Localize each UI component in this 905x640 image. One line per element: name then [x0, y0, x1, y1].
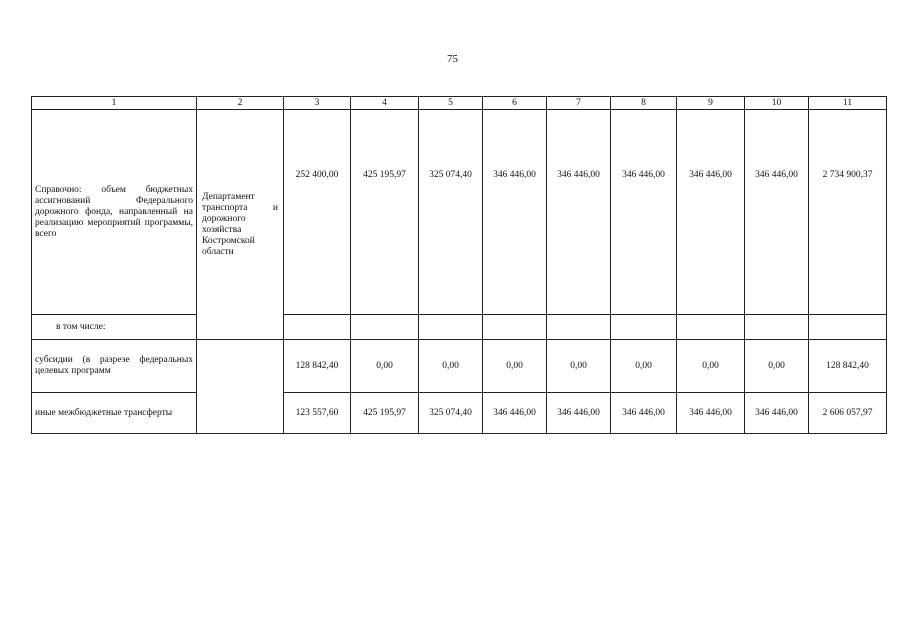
value-cell: 0,00	[611, 340, 677, 393]
header-row	[32, 97, 887, 110]
value-cell: 0,00	[547, 340, 611, 393]
value-cell: 2 606 057,97	[809, 393, 887, 434]
value-cell: 0,00	[677, 340, 745, 393]
value-cell: 123 557,60	[284, 393, 351, 434]
value-cell: 0,00	[351, 340, 419, 393]
header-cell: 5	[419, 97, 483, 110]
value-cell	[611, 315, 677, 340]
header-cell: 6	[483, 97, 547, 110]
header-cell: 2	[197, 97, 284, 110]
value-cell: 346 446,00	[547, 110, 611, 315]
value-cell: 425 195,97	[351, 110, 419, 315]
value-cell	[809, 315, 887, 340]
value-cell	[351, 315, 419, 340]
value-cell: 346 446,00	[677, 393, 745, 434]
value-cell: 325 074,40	[419, 110, 483, 315]
value-cell	[547, 315, 611, 340]
header-cell: 10	[745, 97, 809, 110]
header-cell: 9	[677, 97, 745, 110]
value-cell: 346 446,00	[745, 110, 809, 315]
header-cell: 8	[611, 97, 677, 110]
department-cell: Департамент транспорта и дорожного хозяйства Костромской области	[197, 110, 284, 340]
value-cell	[483, 315, 547, 340]
value-cell	[745, 315, 809, 340]
value-cell: 346 446,00	[483, 393, 547, 434]
value-cell: 0,00	[483, 340, 547, 393]
value-cell: 346 446,00	[611, 110, 677, 315]
value-cell: 0,00	[419, 340, 483, 393]
header-cell: 11	[809, 97, 887, 110]
row-label: Справочно: объем бюджетных ассигнований Федерального дорожного фонда, направленный на реализацию мероприятий программы, всего	[32, 110, 197, 315]
table-row	[32, 393, 887, 434]
header-cell: 7	[547, 97, 611, 110]
header-cell: 4	[351, 97, 419, 110]
row-label: иные межбюджетные трансферты	[32, 393, 197, 434]
value-cell: 128 842,40	[284, 340, 351, 393]
value-cell	[677, 315, 745, 340]
value-cell: 325 074,40	[419, 393, 483, 434]
table-row	[32, 315, 887, 340]
value-cell: 346 446,00	[677, 110, 745, 315]
department-cell-empty	[197, 340, 284, 434]
table-row	[32, 110, 887, 315]
row-label: в том числе:	[32, 315, 197, 340]
page-number: 75	[447, 53, 458, 65]
value-cell: 425 195,97	[351, 393, 419, 434]
value-cell	[419, 315, 483, 340]
row-label: субсидии (в разрезе федеральных целевых программ	[32, 340, 197, 393]
budget-table	[31, 96, 887, 434]
value-cell: 346 446,00	[547, 393, 611, 434]
header-cell: 1	[32, 97, 197, 110]
value-cell: 346 446,00	[483, 110, 547, 315]
value-cell: 2 734 900,37	[809, 110, 887, 315]
table-row	[32, 340, 887, 393]
value-cell: 128 842,40	[809, 340, 887, 393]
value-cell: 346 446,00	[611, 393, 677, 434]
value-cell: 346 446,00	[745, 393, 809, 434]
value-cell	[284, 315, 351, 340]
value-cell: 252 400,00	[284, 110, 351, 315]
header-cell: 3	[284, 97, 351, 110]
value-cell: 0,00	[745, 340, 809, 393]
